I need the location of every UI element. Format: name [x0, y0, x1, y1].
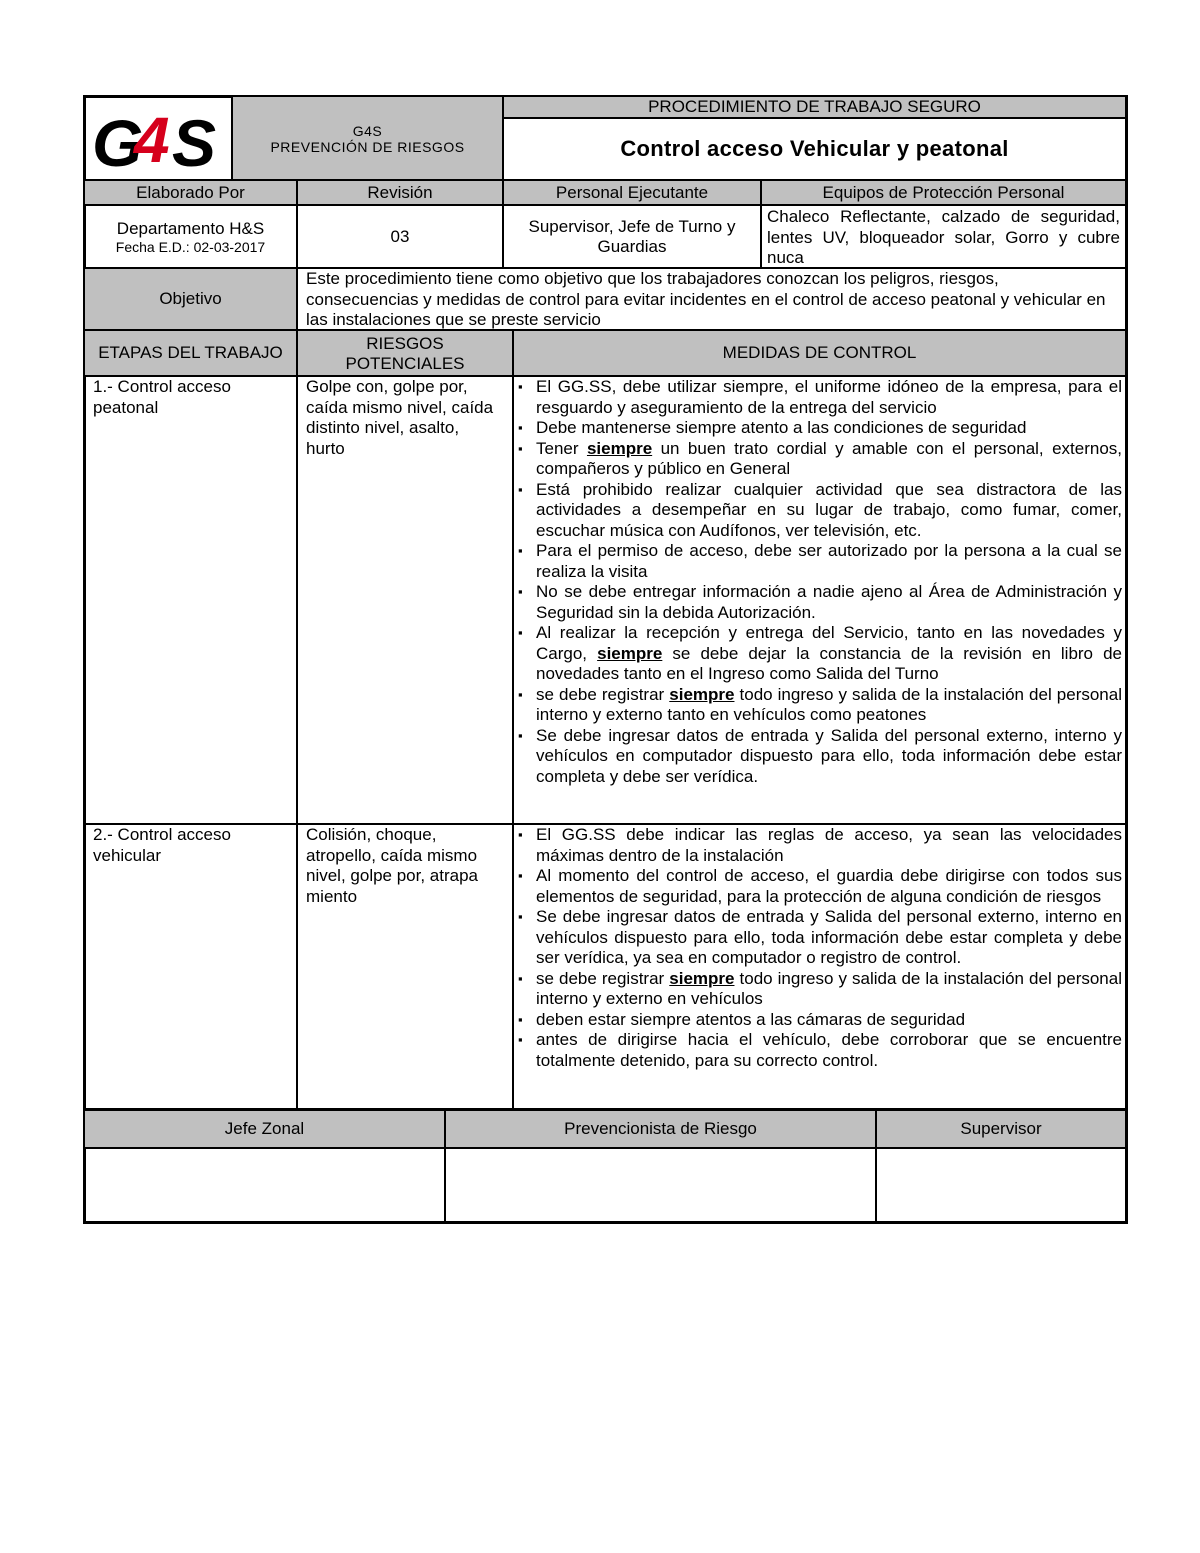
measure-item: ▪ se debe registrar siempre todo ingreso y salida de la instalación del personal interno y externo en vehículos	[514, 969, 1122, 1010]
medidas-header: MEDIDAS DE CONTROL	[722, 343, 917, 363]
signature-jefe-label: Jefe Zonal	[224, 1119, 305, 1139]
epp-label: Equipos de Protección Personal	[822, 182, 1065, 202]
signature-supervisor-label: Supervisor	[960, 1119, 1042, 1139]
measure-item: ▪ deben estar siempre atentos a las cámaras de seguridad	[514, 1010, 1122, 1031]
stage-2-medidas	[514, 825, 1122, 1109]
measure-item: ▪ Al momento del control de acceso, el guardia debe dirigirse con todos sus elementos de seguridad, para la protección de alguna condición de riesgos	[514, 866, 1122, 907]
measure-item: ▪ Al realizar la recepción y entrega del Servicio, tanto en las novedades y Cargo, siempre se debe dejar la constancia de la revisión en libro de novedades tanto en el Ingreso como Salida del Turno	[514, 623, 1122, 685]
objetivo-text: Este procedimiento tiene como objetivo que los trabajadores conozcan los peligros, riesgos, consecuencias y medidas de control para evitar incidentes en el control de acceso peatonal y vehicular en las instalaciones que se preste servicio	[306, 269, 1106, 329]
elaborado-value: Departamento H&S	[116, 218, 265, 238]
g4s-logo-icon	[88, 100, 228, 176]
stage-1-medidas	[514, 377, 1122, 823]
svg-text:S: S	[172, 106, 217, 176]
org-line2: PREVENCIÓN DE RIESGOS	[270, 138, 465, 155]
measure-item: ▪ Se debe ingresar datos de entrada y Salida del personal externo, interno y vehículos en computador dispuesto para ello, toda información debe estar completa y debe ser verídica.	[514, 726, 1122, 788]
signature-supervisor-box[interactable]	[877, 1149, 1125, 1222]
objetivo-label: Objetivo	[159, 289, 222, 309]
elaborado-label: Elaborado Por	[136, 182, 245, 202]
personal-value: Supervisor, Jefe de Turno y Guardias	[528, 217, 736, 256]
org-line1: G4S	[352, 122, 383, 139]
keyword-siempre: siempre	[669, 968, 735, 988]
measure-item: ▪ antes de dirigirse hacia el vehículo, debe corroborar que se encuentre totalmente detenido, para su correcto control.	[514, 1030, 1122, 1071]
stage-1-riesgos: Golpe con, golpe por, caída mismo nivel, caída distinto nivel, asalto, hurto	[306, 377, 494, 458]
keyword-siempre: siempre	[597, 643, 663, 663]
revision-value: 03	[390, 226, 410, 246]
g4s-logo	[88, 100, 228, 176]
org-cell	[233, 97, 502, 180]
elaborado-cell	[85, 206, 296, 268]
svg-text:G: G	[92, 106, 140, 176]
measure-item: ▪ No se debe entregar información a nadie ajeno al Área de Administración y Seguridad sin la debida Autorización.	[514, 582, 1122, 623]
measure-item: ▪ se debe registrar siempre todo ingreso y salida de la instalación del personal interno y externo tanto en vehículos como peatones	[514, 685, 1122, 726]
stage-2-etapa: 2.- Control acceso vehicular	[93, 825, 231, 865]
keyword-siempre: siempre	[669, 684, 735, 704]
measure-item: ▪ Se debe ingresar datos de entrada y Salida del personal externo, interno en vehículos dispuesto para ello, toda información debe estar completa y debe ser verídica, ya sea en computador o registro de control.	[514, 907, 1122, 969]
page-title: Control acceso Vehicular y peatonal	[620, 136, 1009, 162]
signature-prevencionista-label: Prevencionista de Riesgo	[564, 1119, 757, 1139]
measure-item: ▪ Está prohibido realizar cualquier actividad que sea distractora de las actividades a desempeñar en su lugar de trabajo, como fumar, comer, escuchar música con Audífonos, ver televisión, etc.	[514, 480, 1122, 542]
keyword-siempre: siempre	[586, 438, 653, 458]
measure-item: ▪ Debe mantenerse siempre atento a las condiciones de seguridad	[514, 418, 1122, 439]
revision-label: Revisión	[367, 182, 433, 202]
measure-item: ▪ El GG.SS, debe utilizar siempre, el uniforme idóneo de la empresa, para el resguardo y aseguramiento de la entrega del servicio	[514, 377, 1122, 418]
personal-label: Personal Ejecutante	[555, 182, 709, 202]
epp-value: Chaleco Reflectante, calzado de seguridad, lentes UV, bloqueador solar, Gorro y cubre nuca	[767, 207, 1120, 267]
stage-2-riesgos: Colisión, choque, atropello, caída mismo nivel, golpe por, atrapa miento	[306, 825, 479, 906]
svg-text:4: 4	[134, 104, 170, 176]
etapas-header: ETAPAS DEL TRABAJO	[98, 343, 283, 363]
signature-prevencionista-box[interactable]	[446, 1149, 875, 1222]
stage-1-etapa: 1.- Control acceso peatonal	[93, 377, 231, 417]
measure-item: ▪ El GG.SS debe indicar las reglas de acceso, ya sean las velocidades máximas dentro de la instalación	[514, 825, 1122, 866]
measure-item: ▪ Para el permiso de acceso, debe ser autorizado por la persona a la cual se realiza la visita	[514, 541, 1122, 582]
riesgos-header: RIESGOS POTENCIALES	[345, 333, 465, 373]
measure-item: ▪ Tener siempre un buen trato cordial y amable con el personal, externos, compañeros y público en General	[514, 439, 1122, 480]
fecha-value: Fecha E.D.: 02-03-2017	[115, 238, 266, 255]
signature-jefe-box[interactable]	[85, 1149, 444, 1222]
doc-type: PROCEDIMIENTO DE TRABAJO SEGURO	[648, 97, 981, 117]
